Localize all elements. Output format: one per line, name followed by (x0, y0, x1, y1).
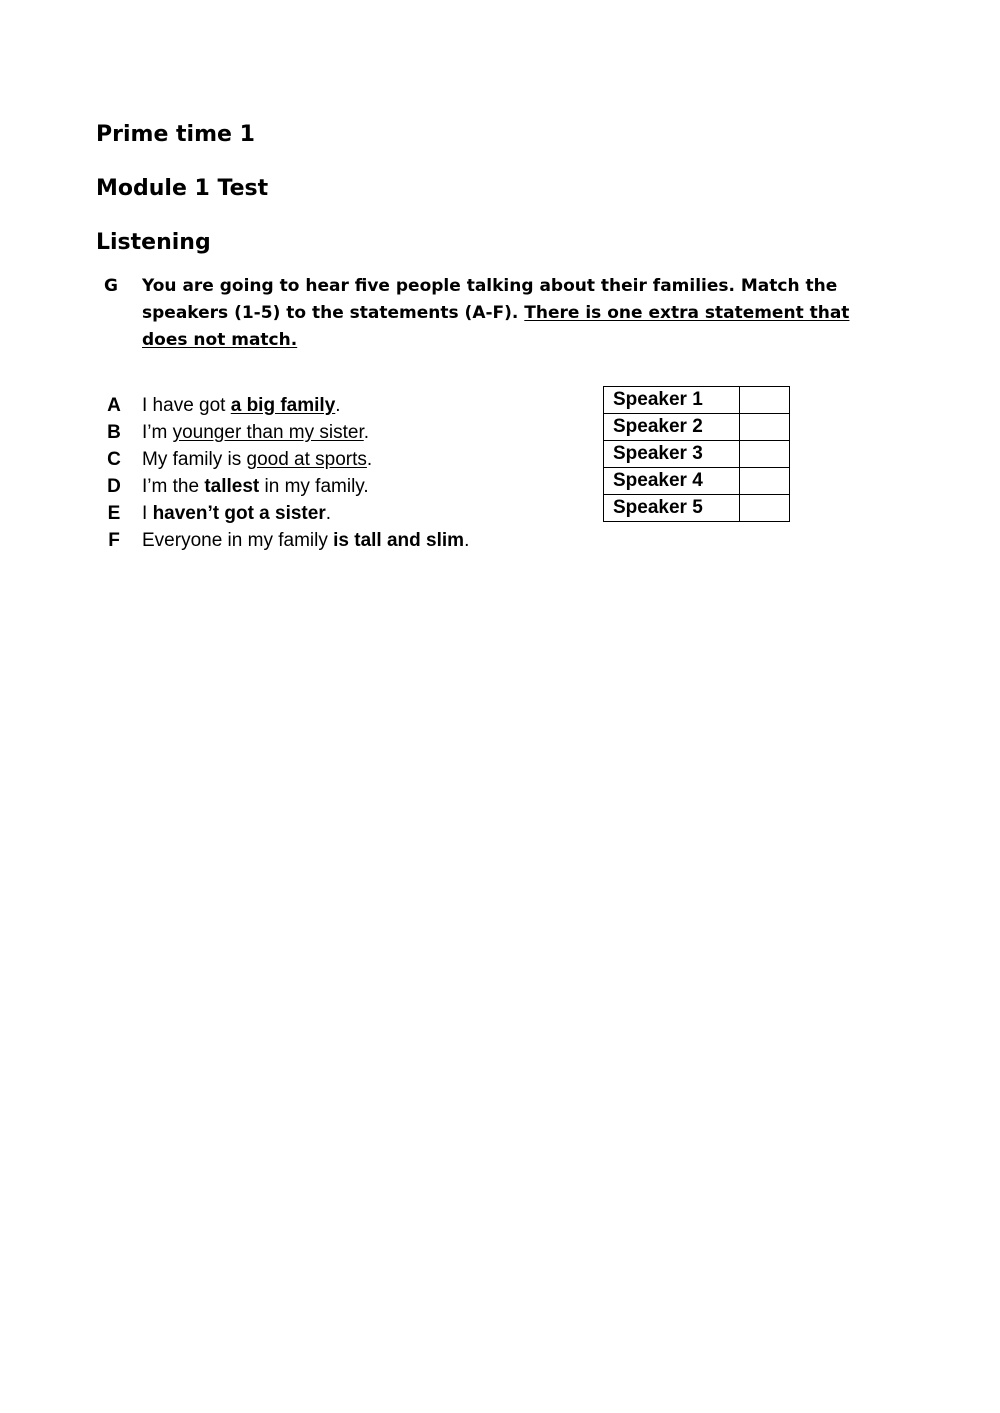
statement-letter: F (108, 530, 120, 551)
statement-text-part: . (363, 422, 370, 443)
statement-text (142, 473, 369, 500)
statement-b (100, 419, 570, 446)
task-instructions-underlined: There is one extra statement that does not match. (142, 303, 850, 350)
task-instructions-text: You are going to hear five people talking about their families. Match the speakers (1-5) to the statements (A-F). (142, 276, 838, 323)
speaker-label: Speaker 5 (604, 495, 740, 522)
speaker-label: Speaker 2 (604, 414, 740, 441)
answer-row (604, 414, 790, 441)
statement-text (142, 500, 331, 527)
statement-text-part: I’m the (142, 476, 205, 497)
statement-text (142, 446, 372, 473)
answer-row (604, 468, 790, 495)
module-title: Module 1 Test (96, 176, 269, 201)
answer-row (604, 441, 790, 468)
statement-text-part: . (464, 530, 470, 551)
statement-d (100, 473, 570, 500)
answer-cell[interactable] (740, 441, 790, 468)
statement-a (100, 392, 570, 419)
answer-cell[interactable] (740, 468, 790, 495)
statement-f (100, 527, 570, 554)
statement-letter: B (107, 422, 121, 443)
answer-table (603, 386, 790, 522)
answer-cell[interactable] (740, 495, 790, 522)
page-title: Prime time 1 (96, 122, 255, 147)
statement-text-part: I’m (142, 422, 173, 443)
statement-text-part: in my family. (259, 476, 369, 497)
task-letter: G (104, 276, 118, 296)
statement-e (100, 500, 570, 527)
statement-text (142, 392, 341, 419)
speaker-label: Speaker 4 (604, 468, 740, 495)
answer-row (604, 495, 790, 522)
statement-text-part: a big family (230, 395, 336, 416)
statement-text-part: . (325, 503, 332, 524)
statement-text-part: I (142, 503, 153, 524)
statement-text (142, 527, 469, 554)
task-instructions (142, 273, 892, 354)
statement-letter: C (107, 449, 121, 470)
answer-cell[interactable] (740, 414, 790, 441)
statement-letter: A (107, 395, 121, 416)
statement-text-part: . (335, 395, 341, 416)
answer-cell[interactable] (740, 387, 790, 414)
statement-text-part: I have got (142, 395, 231, 416)
speaker-label: Speaker 1 (604, 387, 740, 414)
statement-text-part: younger than my sister (172, 422, 364, 443)
statement-c (100, 446, 570, 473)
statement-text-part: haven’t got a sister (152, 503, 326, 524)
statement-letter: D (107, 476, 121, 497)
speaker-label: Speaker 3 (604, 441, 740, 468)
statement-text-part: My family is (142, 449, 247, 470)
statements-list (100, 392, 570, 554)
statement-text-part: Everyone in my family (142, 530, 334, 551)
statement-text-part: is tall and slim (333, 530, 465, 551)
statement-text (142, 419, 369, 446)
statement-text-part: . (366, 449, 373, 470)
answer-row (604, 387, 790, 414)
section-title: Listening (96, 230, 211, 255)
statement-text-part: good at sports (246, 449, 367, 470)
statement-letter: E (107, 503, 121, 524)
statement-text-part: tallest (204, 476, 260, 497)
